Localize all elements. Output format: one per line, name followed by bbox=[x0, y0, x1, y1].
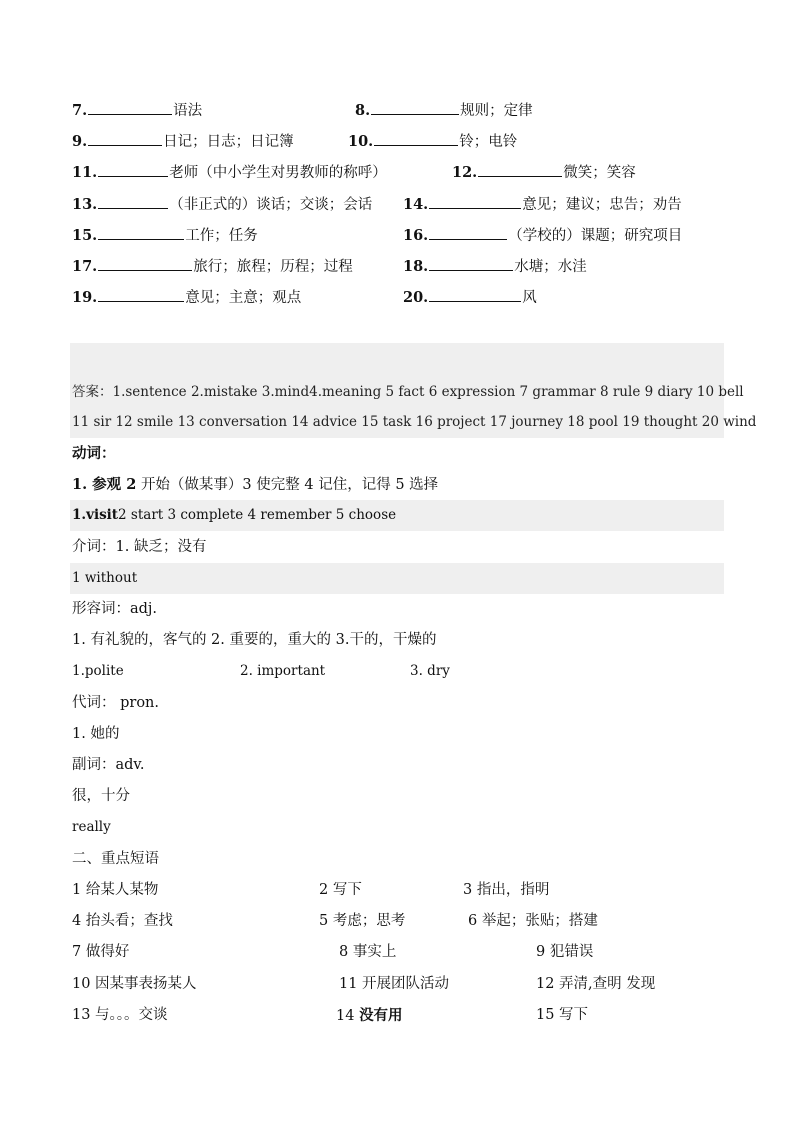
adv-english: really bbox=[72, 819, 111, 835]
adj-english-3: 3. dry bbox=[410, 663, 450, 679]
item-meaning: 意见；主意；观点 bbox=[185, 290, 302, 306]
vocab-row bbox=[72, 157, 724, 188]
answer-blank[interactable] bbox=[98, 225, 184, 240]
item-meaning: 风 bbox=[522, 290, 537, 306]
item-number: 20. bbox=[403, 289, 429, 306]
vocab-row bbox=[72, 189, 724, 220]
answer-blank[interactable] bbox=[98, 194, 168, 209]
item-meaning: 规则；定律 bbox=[460, 103, 533, 119]
verbs-heading: 动词： bbox=[72, 445, 116, 462]
item-number: 15. bbox=[72, 227, 98, 244]
item-meaning: 水塘；水洼 bbox=[514, 259, 587, 275]
item-meaning: 老师（中小学生对男教师的称呼） bbox=[169, 165, 387, 181]
answer-blank[interactable] bbox=[371, 100, 459, 115]
phrase-item: 2 写下 bbox=[319, 882, 362, 898]
phrase-item: 8 事实上 bbox=[339, 944, 397, 960]
answer-blank[interactable] bbox=[429, 287, 521, 302]
phrase-number: 14 bbox=[336, 1008, 355, 1024]
pron-chinese: 1. 她的 bbox=[72, 726, 120, 742]
vocab-item bbox=[355, 95, 533, 127]
prep-chinese: 介词：1. 缺乏；没有 bbox=[72, 539, 207, 555]
item-meaning: （非正式的）谈话；交谈；会话 bbox=[169, 197, 373, 213]
vocab-row bbox=[72, 220, 724, 251]
item-meaning: 铃；电铃 bbox=[459, 134, 518, 150]
verbs-english-rest: 2 start 3 complete 4 remember 5 choose bbox=[118, 507, 397, 523]
item-number: 17. bbox=[72, 258, 98, 275]
item-number: 13. bbox=[72, 196, 98, 213]
phrase-item: 3 指出，指明 bbox=[463, 882, 550, 898]
vocab-item bbox=[72, 126, 294, 158]
adj-english-2: 2. important bbox=[240, 663, 326, 679]
vocab-item bbox=[72, 220, 258, 252]
item-number: 16. bbox=[403, 227, 429, 244]
phrase-item: 5 考虑；思考 bbox=[319, 913, 406, 929]
answer-blank[interactable] bbox=[429, 256, 513, 271]
item-meaning: （学校的）课题；研究项目 bbox=[508, 228, 683, 244]
vocab-item bbox=[403, 251, 587, 283]
verbs-english-bold: 1.visit bbox=[72, 507, 119, 523]
vocab-row bbox=[72, 282, 724, 313]
adj-chinese: 1. 有礼貌的，客气的 2. 重要的，重大的 3.干的，干燥的 bbox=[72, 632, 437, 648]
item-number: 8. bbox=[355, 102, 371, 119]
answer-blank[interactable] bbox=[88, 100, 172, 115]
vocab-item bbox=[403, 282, 537, 314]
item-meaning: 语法 bbox=[173, 103, 203, 119]
phrase-row bbox=[72, 875, 724, 906]
adv-heading: 副词：adv. bbox=[72, 757, 145, 773]
item-meaning: 旅行；旅程；历程；过程 bbox=[193, 259, 353, 275]
phrase-row bbox=[72, 1000, 724, 1031]
phrase-item: 6 举起；张贴；搭建 bbox=[468, 913, 598, 929]
answer-blank[interactable] bbox=[88, 131, 162, 146]
vocab-item bbox=[72, 157, 387, 189]
prep-english: 1 without bbox=[72, 570, 138, 586]
adj-heading: 形容词：adj. bbox=[72, 601, 158, 617]
phrase-row bbox=[72, 969, 724, 1000]
phrase-item: 12 弄清,查明 发现 bbox=[536, 976, 656, 992]
answer-blank[interactable] bbox=[478, 162, 562, 177]
verbs-chinese bbox=[72, 469, 724, 500]
vocab-item bbox=[403, 189, 682, 221]
item-number: 14. bbox=[403, 196, 429, 213]
answer-blank[interactable] bbox=[429, 225, 507, 240]
phrase-item: 11 开展团队活动 bbox=[339, 976, 450, 992]
vocab-item bbox=[348, 126, 517, 158]
answer-blank[interactable] bbox=[374, 131, 458, 146]
phrase-item: 15 写下 bbox=[536, 1007, 589, 1023]
item-meaning: 微笑；笑容 bbox=[563, 165, 636, 181]
item-number: 12. bbox=[452, 164, 478, 181]
verbs-chinese-bold: 1. 参观 2 bbox=[72, 476, 137, 493]
phrase-item: 10 因某事表扬某人 bbox=[72, 976, 197, 992]
item-number: 7. bbox=[72, 102, 88, 119]
vocab-row bbox=[72, 126, 724, 157]
phrase-item: 1 给某人某物 bbox=[72, 882, 159, 898]
vocab-item bbox=[72, 251, 353, 283]
phrase-item: 4 抬头看；查找 bbox=[72, 913, 173, 929]
item-number: 10. bbox=[348, 133, 374, 150]
verbs-chinese-rest: 开始（做某事）3 使完整 4 记住，记得 5 选择 bbox=[140, 477, 439, 493]
item-number: 11. bbox=[72, 164, 98, 181]
vocab-item bbox=[403, 220, 682, 252]
vocab-item bbox=[72, 189, 372, 221]
vocab-row bbox=[72, 251, 724, 282]
answer-blank[interactable] bbox=[98, 256, 192, 271]
vocab-item bbox=[72, 95, 202, 127]
answer-blank[interactable] bbox=[429, 194, 521, 209]
pron-heading: 代词： pron. bbox=[72, 695, 159, 711]
item-meaning: 日记；日志；日记簿 bbox=[163, 134, 294, 150]
answer-blank[interactable] bbox=[98, 162, 168, 177]
phrases-heading: 二、重点短语 bbox=[72, 851, 159, 867]
item-meaning: 意见；建议；忠告；劝告 bbox=[522, 197, 682, 213]
item-meaning: 工作；任务 bbox=[185, 228, 258, 244]
item-number: 9. bbox=[72, 133, 88, 150]
phrase-bold-text: 没有用 bbox=[359, 1007, 403, 1024]
answer-key-line: 答案：1.sentence 2.mistake 3.mind4.meaning 5 fact 6 expression 7 grammar 8 rule 9 diary 10 bell bbox=[72, 384, 744, 400]
vocab-item bbox=[452, 157, 636, 189]
item-number: 18. bbox=[403, 258, 429, 275]
answer-key-line: 11 sir 12 smile 13 conversation 14 advice 15 task 16 project 17 journey 18 pool 19 thought 20 wind bbox=[72, 414, 757, 430]
phrase-item: 13 与。。。交谈 bbox=[72, 1007, 168, 1023]
phrase-item: 7 做得好 bbox=[72, 944, 130, 960]
adj-english-1: 1.polite bbox=[72, 663, 124, 679]
vocab-row bbox=[72, 95, 724, 126]
adj-english bbox=[72, 656, 724, 687]
phrase-row bbox=[72, 906, 724, 937]
answer-blank[interactable] bbox=[98, 287, 184, 302]
vocab-item bbox=[72, 282, 301, 314]
item-number: 19. bbox=[72, 289, 98, 306]
phrase-row bbox=[72, 937, 724, 968]
phrase-item: 9 犯错误 bbox=[536, 944, 594, 960]
adv-chinese: 很，十分 bbox=[72, 788, 130, 804]
phrase-item bbox=[336, 1000, 403, 1032]
verbs-english bbox=[72, 500, 724, 531]
